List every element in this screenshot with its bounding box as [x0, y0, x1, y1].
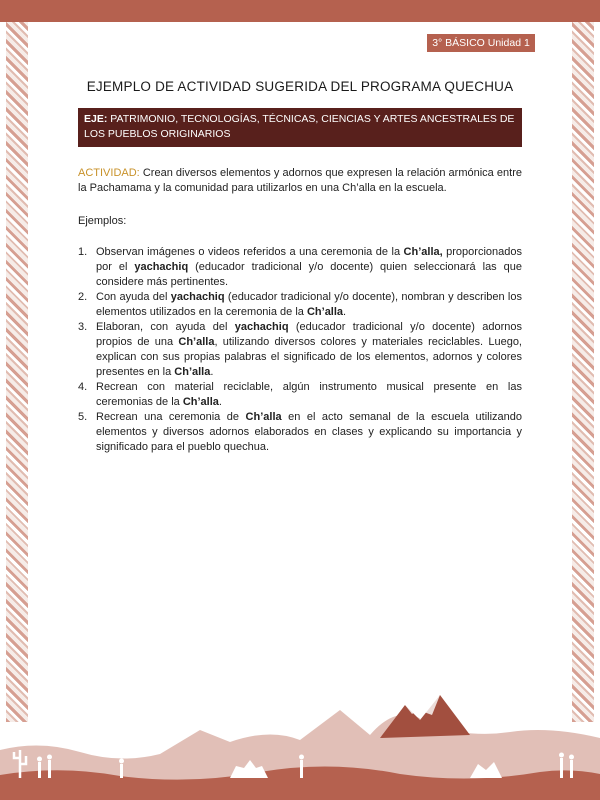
list-item: [78, 320, 522, 380]
item-text: (educador tradicional y/o docente), nombran y describen los elementos utilizados en la ceremonia de la: [96, 291, 522, 318]
activity-label: ACTIVIDAD:: [78, 167, 140, 179]
item-bold: yachachiq: [170, 291, 225, 303]
eje-label: EJE:: [84, 113, 108, 125]
left-pattern-border: [6, 22, 28, 722]
item-number: 3.: [78, 321, 88, 333]
item-bold: Ch’alla: [182, 396, 219, 408]
item-bold: Ch’alla: [178, 336, 215, 348]
item-text: Recrean con material reciclable, algún instrumento musical presente en las ceremonias de la: [96, 381, 522, 408]
examples-label: Ejemplos:: [78, 215, 127, 227]
list-item: [78, 290, 522, 320]
item-number: 4.: [78, 381, 88, 393]
item-number: 1.: [78, 246, 88, 258]
item-text: , utilizando diversos colores y materiales reciclables. Luego, explican con sus propias palabras el significado de los elementos, adornos y colores presentes en la: [96, 336, 522, 378]
grade-tab: 3° BÁSICO Unidad 1: [427, 34, 535, 52]
list-item: [78, 380, 522, 410]
item-text: (educador tradicional y/o docente) adornos propios de una: [96, 321, 523, 348]
item-bold: Ch’alla: [174, 366, 211, 378]
item-text: Recrean una ceremonia de: [96, 411, 246, 423]
item-text: .: [343, 306, 347, 318]
right-pattern-border: [572, 22, 594, 722]
top-band: [0, 0, 600, 22]
item-bold: Ch’alla,: [403, 246, 443, 258]
activity-paragraph: [78, 166, 522, 196]
eje-box: [78, 108, 522, 147]
andean-landscape-illustration: [0, 680, 600, 800]
item-text: Elaboran, con ayuda del: [96, 321, 235, 333]
item-text: .: [210, 366, 214, 378]
list-item: [78, 245, 522, 290]
item-bold: yachachiq: [134, 261, 189, 273]
item-number: 2.: [78, 291, 88, 303]
item-text: Observan imágenes o videos referidos a una ceremonia de la: [96, 246, 404, 258]
item-bold: Ch’alla: [245, 411, 282, 423]
eje-text: PATRIMONIO, TECNOLOGÍAS, TÉCNICAS, CIENCIAS Y ARTES ANCESTRALES DE LOS PUEBLOS ORIGINARIOS: [84, 113, 515, 140]
list-item: [78, 410, 522, 455]
item-bold: Ch’alla: [306, 306, 344, 318]
item-text: proporcionados por el: [96, 246, 522, 273]
item-bold: yachachiq: [234, 321, 289, 333]
item-text: .: [218, 396, 222, 408]
examples-list: [78, 245, 522, 455]
item-text: Con ayuda del: [96, 291, 171, 303]
item-text: en el acto semanal de la escuela utilizando elementos y diversos adornos elaborados en clases y explicando su importancia y significado para el pueblo quechua.: [96, 411, 523, 453]
item-number: 5.: [78, 411, 88, 423]
page-title: EJEMPLO DE ACTIVIDAD SUGERIDA DEL PROGRAMA QUECHUA: [86, 79, 514, 94]
item-text: (educador tradicional y/o docente) quien seleccionará las que considere más pertinentes.: [96, 261, 522, 288]
activity-text: Crean diversos elementos y adornos que expresen la relación armónica entre la Pachamama y la comunidad para utilizarlos en una Ch’alla en la escuela.: [78, 167, 522, 194]
